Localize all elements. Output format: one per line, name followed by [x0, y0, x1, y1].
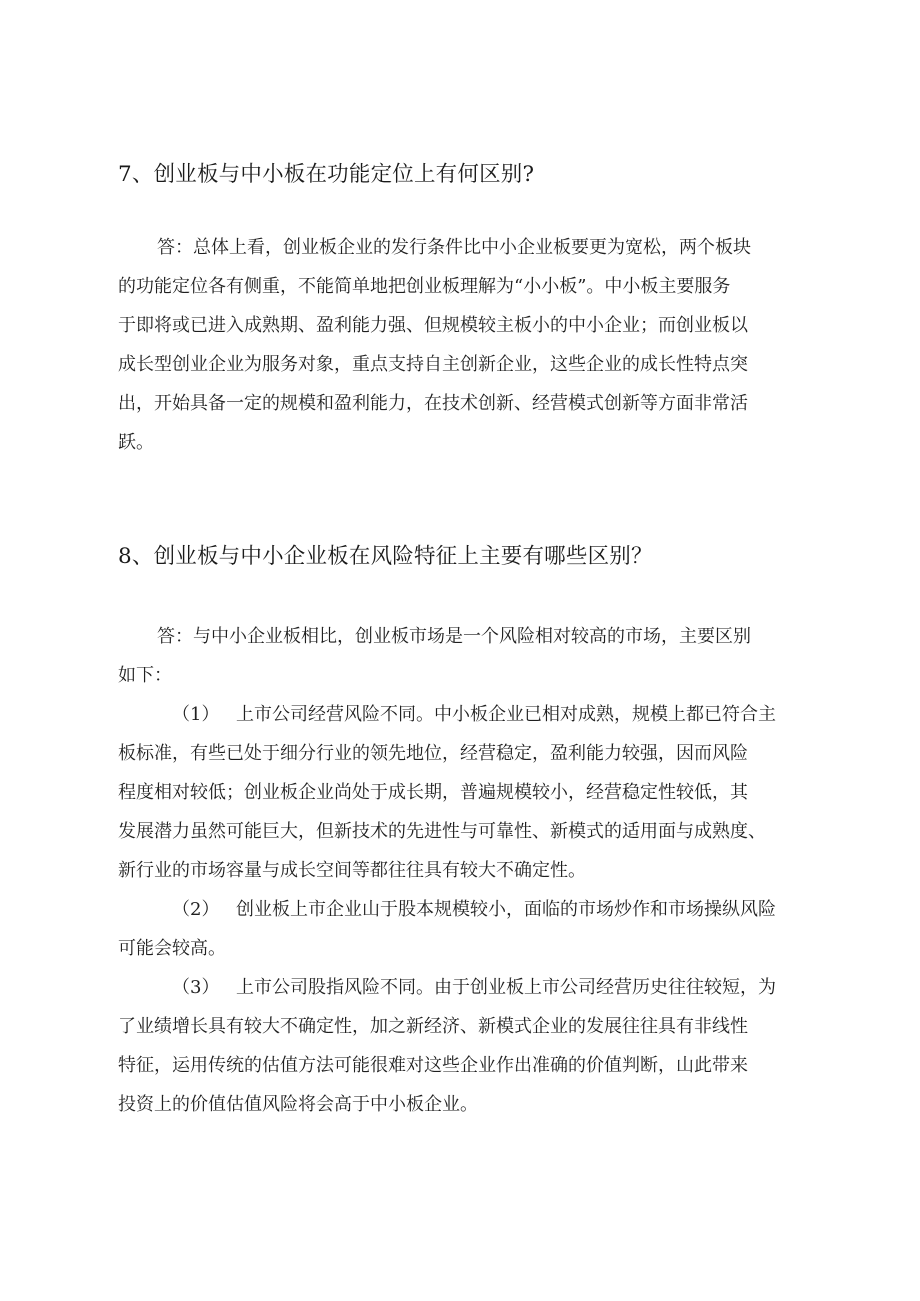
- section-8-answer: [118, 617, 776, 1124]
- list-item-3: [118, 968, 776, 1007]
- item-line: 特征，运用传统的估值方法可能很难对这些企业作出准确的价值判断，山此带来: [118, 1055, 748, 1076]
- answer-line: 跃。: [118, 432, 154, 453]
- list-item-2: [118, 890, 776, 929]
- answer-line: 如下：: [118, 665, 172, 686]
- answer-line: 的功能定位各有侧重，不能简单地把创业板理解为“小小板”。中小板主要服务: [118, 276, 731, 297]
- section-7-heading: 7、创业板与中小板在功能定位上有何区别?: [118, 162, 535, 187]
- answer-line: 出，开始具备一定的规模和盈利能力，在技术创新、经营模式创新等方面非常活: [118, 393, 748, 414]
- section-8-heading: 8、创业板与中小企业板在风险特征上主要有哪些区别？: [118, 544, 653, 569]
- item-number: （1）: [172, 704, 220, 725]
- list-item-1: [118, 695, 776, 734]
- item-text: 上市公司经营风险不同。中小板企业已相对成熟，规模上都已符合主: [236, 704, 776, 725]
- item-line: 新行业的市场容量与成长空间等都往往具有较大不确定性。: [118, 860, 586, 881]
- answer-line: 答：与中小企业板相比，创业板市场是一个风险相对较高的市场，主要区别: [157, 626, 751, 647]
- item-line: 投资上的价值估值风险将会高于中小板企业。: [118, 1094, 478, 1115]
- item-line: 可能会较高。: [118, 938, 226, 959]
- item-number: （2）: [172, 899, 220, 920]
- item-text: 上市公司股指风险不同。由于创业板上市公司经营历史往往较短，为: [236, 977, 776, 998]
- item-number: （3）: [172, 977, 220, 998]
- answer-line: 答：总体上看，创业板企业的发行条件比中小企业板要更为宽松，两个板块: [157, 237, 751, 258]
- item-line: 板标准，有些已处于细分行业的领先地位，经营稳定，盈利能力较强，因而风险: [118, 743, 748, 764]
- answer-line: 成长型创业企业为服务对象，重点支持自主创新企业，这些企业的成长性特点突: [118, 354, 748, 375]
- item-text: 创业板上市企业山于股本规模较小，面临的市场炒作和市场操纵风险: [236, 899, 776, 920]
- answer-line: 于即将或已进入成熟期、盈利能力强、但规模较主板小的中小企业；而创业板以: [118, 315, 748, 336]
- section-7-answer: [118, 228, 751, 462]
- item-line: 发展潜力虽然可能巨大，但新技术的先进性与可靠性、新模式的适用面与成熟度、: [118, 821, 766, 842]
- item-line: 程度相对较低；创业板企业尚处于成长期，普遍规模较小，经营稳定性较低，其: [118, 782, 748, 803]
- item-line: 了业绩增长具有较大不确定性，加之新经济、新模式企业的发展往往具有非线性: [118, 1016, 748, 1037]
